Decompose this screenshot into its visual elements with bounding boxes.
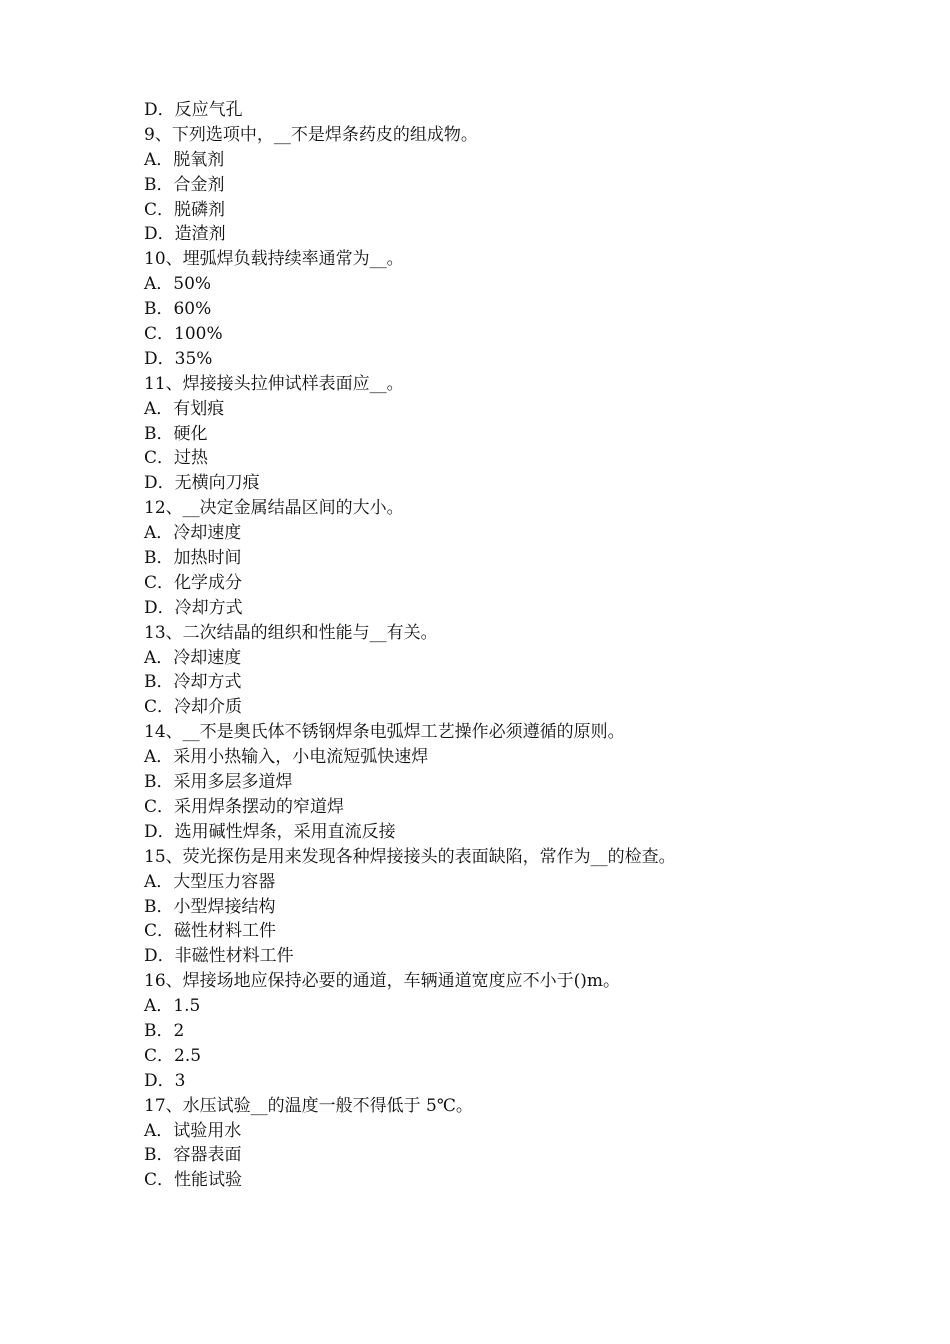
option-line: C．过热 (144, 448, 209, 469)
option-line: B．冷却方式 (144, 672, 242, 693)
option-line: D．造渣剂 (144, 224, 226, 245)
option-line: A．50% (144, 274, 212, 295)
option-line: B．硬化 (144, 423, 208, 444)
option-line: B．加热时间 (144, 548, 242, 569)
option-line: D．非磁性材料工件 (144, 946, 294, 967)
option-line: B．小型焊接结构 (144, 896, 276, 917)
question-line: 10、埋弧焊负载持续率通常为__。 (144, 249, 404, 270)
option-line: B．60% (144, 299, 212, 320)
option-line: B．合金剂 (144, 174, 225, 195)
option-line: A．冷却速度 (144, 647, 242, 668)
option-line: C．磁性材料工件 (144, 921, 277, 942)
option-line: B．采用多层多道焊 (144, 772, 293, 793)
option-line: D．反应气孔 (144, 100, 243, 120)
question-line: 12、__决定金属结晶区间的大小。 (144, 498, 404, 519)
question-line: 11、焊接接头拉伸试样表面应__。 (144, 373, 404, 394)
question-line: 17、水压试验__的温度一般不得低于 5℃。 (144, 1095, 473, 1116)
option-line: C．100% (144, 324, 223, 345)
question-line: 9、下列选项中，__不是焊条药皮的组成物。 (144, 124, 478, 145)
option-line: A．脱氧剂 (144, 149, 225, 170)
option-line: D．冷却方式 (144, 597, 243, 618)
question-line: 16、焊接场地应保持必要的通道，车辆通道宽度应不小于()m。 (144, 971, 621, 992)
option-line: A．有划痕 (144, 398, 225, 419)
option-line: B．容器表面 (144, 1145, 242, 1166)
option-line: A．1.5 (144, 996, 201, 1017)
option-line: C．冷却介质 (144, 697, 243, 718)
question-text-block (144, 98, 884, 1193)
question-line: 15、荧光探伤是用来发现各种焊接接头的表面缺陷，常作为__的检查。 (144, 846, 676, 867)
option-line: D．35% (144, 348, 213, 369)
option-line: D．3 (144, 1070, 186, 1091)
option-line: C．采用焊条摆动的窄道焊 (144, 796, 345, 817)
option-line: A．采用小热输入，小电流短弧快速焊 (144, 747, 429, 768)
option-line: C．化学成分 (144, 572, 243, 593)
option-line: B．2 (144, 1020, 185, 1041)
option-line: A．冷却速度 (144, 523, 242, 544)
option-line: D．无横向刀痕 (144, 473, 260, 494)
option-line: A．大型压力容器 (144, 871, 276, 892)
option-line: C．性能试验 (144, 1170, 243, 1191)
question-line: 13、二次结晶的组织和性能与__有关。 (144, 622, 438, 643)
option-line: A．试验用水 (144, 1120, 242, 1141)
option-line: D．选用碱性焊条，采用直流反接 (144, 821, 396, 842)
question-line: 14、__不是奥氏体不锈钢焊条电弧焊工艺操作必须遵循的原则。 (144, 722, 625, 743)
option-line: C．脱磷剂 (144, 199, 226, 220)
option-line: C．2.5 (144, 1045, 202, 1066)
